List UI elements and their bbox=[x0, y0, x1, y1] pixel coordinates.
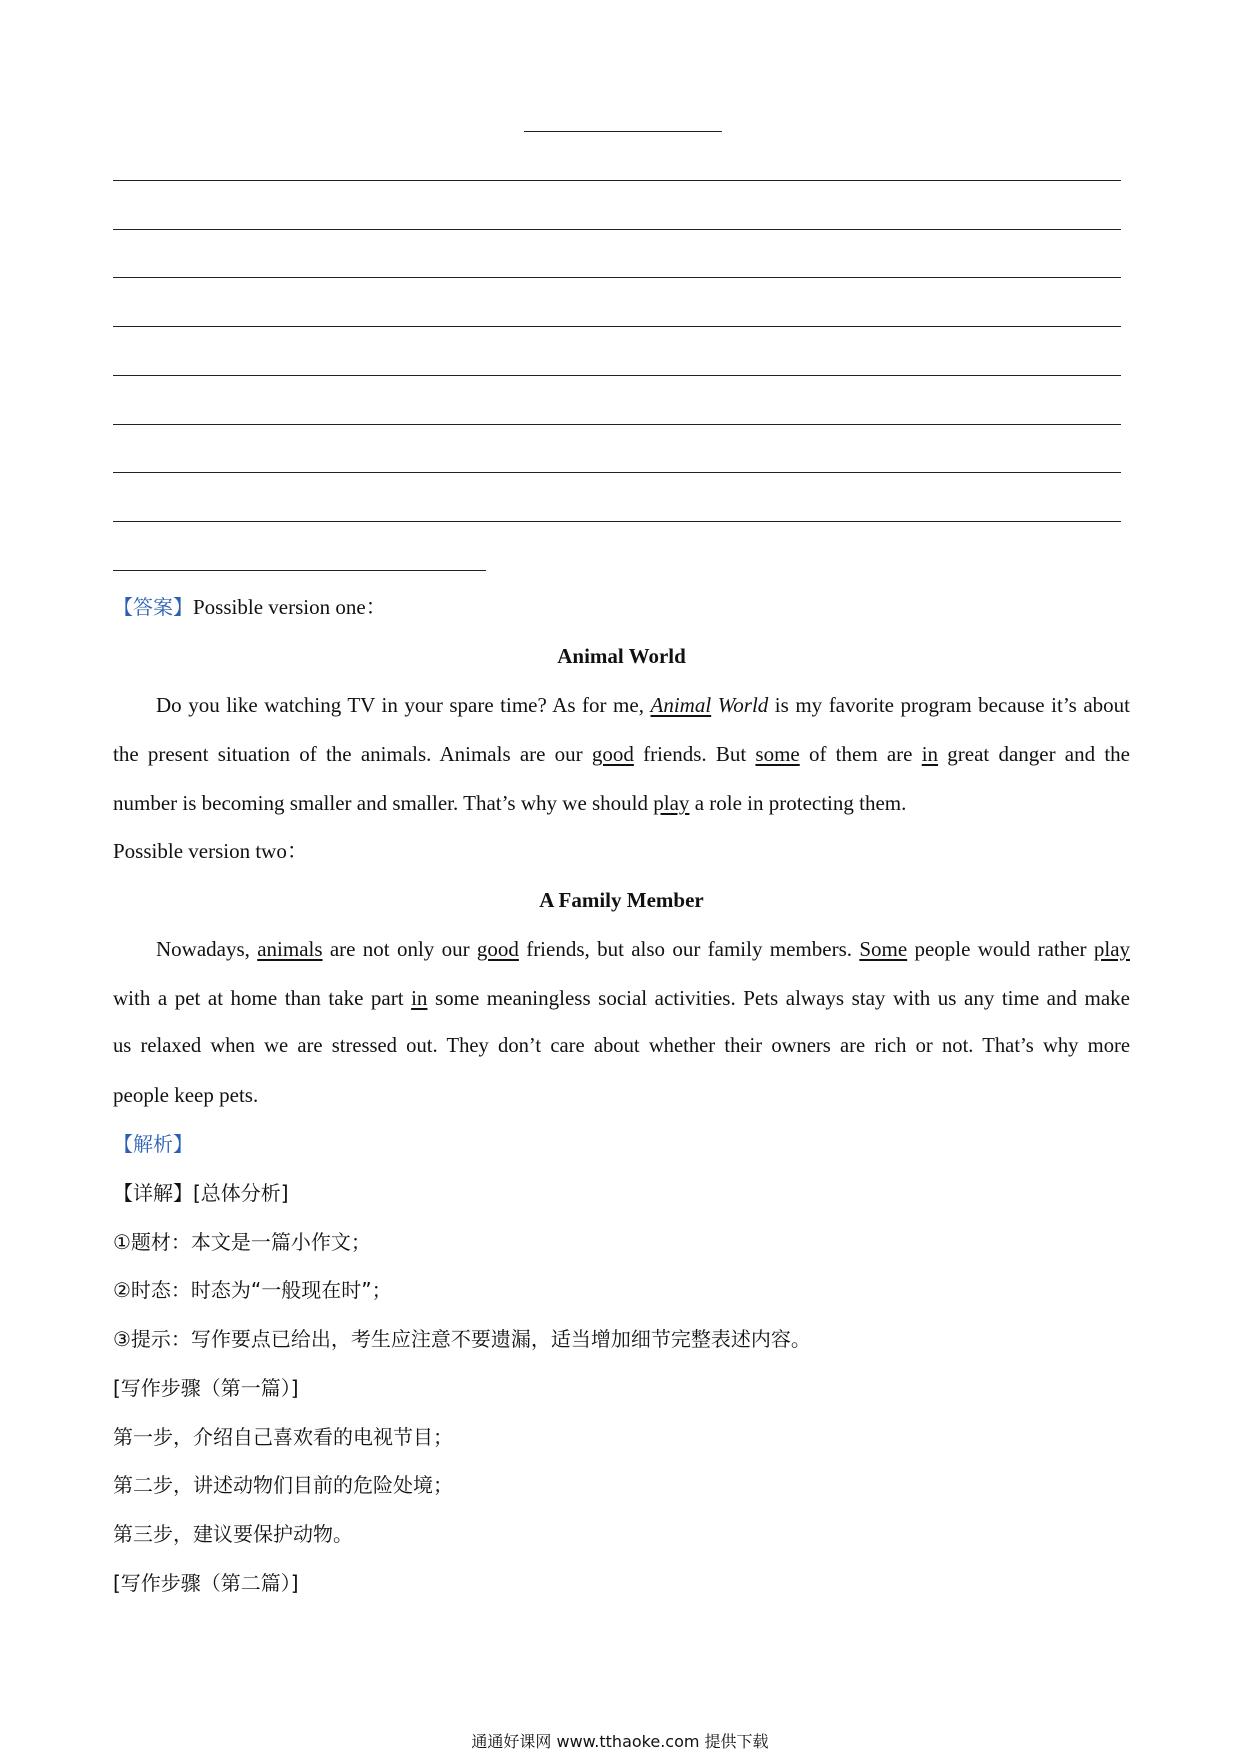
step-1: 第一步，介绍自己喜欢看的电视节目； bbox=[113, 1425, 453, 1449]
text-run: friends. But bbox=[633, 742, 756, 766]
underlined-word: some bbox=[755, 742, 800, 766]
writing-line bbox=[113, 521, 1121, 522]
essay-one-line-3 bbox=[113, 789, 1130, 817]
version-two-label: Possible version two： bbox=[113, 839, 308, 863]
text-run: number is becoming smaller and smaller. That’s why we should bbox=[113, 791, 654, 815]
writing-line bbox=[113, 424, 1121, 425]
essay-two-line-1 bbox=[156, 935, 1130, 963]
essay-two-line-4: people keep pets. bbox=[113, 1083, 259, 1107]
underlined-word: in bbox=[411, 986, 428, 1010]
answer-heading bbox=[113, 593, 1130, 621]
essay-two-line-3: us relaxed when we are stressed out. They don’t care about whether their owners are rich or not. That’s why more bbox=[113, 1035, 1130, 1057]
text-run: some meaningless social activities. Pets always stay with us any time and make bbox=[427, 986, 1131, 1010]
text-run: Do you like watching TV in your spare time? As for me, bbox=[156, 693, 651, 717]
underlined-word: animals bbox=[257, 937, 323, 961]
text-run: a role in protecting them. bbox=[689, 791, 907, 815]
text-run: Nowadays, bbox=[156, 937, 258, 961]
page-footer: 通通好课网 www.tthaoke.com 提供下载 bbox=[471, 1732, 769, 1751]
writing-line bbox=[113, 375, 1121, 376]
text-run: of them are bbox=[799, 742, 922, 766]
essay-one-title: Animal World bbox=[557, 644, 686, 668]
underlined-word: good bbox=[591, 742, 634, 766]
steps-one-heading: [写作步骤（第一篇）] bbox=[113, 1376, 299, 1400]
underlined-word: Some bbox=[859, 937, 908, 961]
underlined-word: play bbox=[653, 791, 690, 815]
analysis-item-1: ①题材：本文是一篇小作文； bbox=[113, 1230, 371, 1254]
detail-tag: 【详解】 bbox=[113, 1181, 193, 1205]
writing-line bbox=[113, 180, 1121, 181]
writing-line-last bbox=[113, 570, 486, 571]
text-run: are not only our bbox=[322, 937, 477, 961]
version-one-label: Possible version one： bbox=[193, 595, 387, 619]
underlined-word: in bbox=[921, 742, 939, 766]
answer-tag: 【答案】 bbox=[113, 595, 193, 619]
text-run: great danger and the bbox=[938, 742, 1130, 766]
writing-line bbox=[113, 472, 1121, 473]
analysis-item-3: ③提示：写作要点已给出，考生应注意不要遗漏，适当增加细节完整表述内容。 bbox=[113, 1327, 811, 1351]
detail-heading bbox=[113, 1179, 1130, 1207]
title-blank-line bbox=[524, 131, 722, 132]
writing-line bbox=[113, 277, 1121, 278]
analysis-item-2: ②时态：时态为“一般现在时”； bbox=[113, 1278, 392, 1302]
detail-head: [总体分析] bbox=[193, 1181, 289, 1205]
underlined-word: Animal bbox=[650, 693, 712, 717]
essay-one-line-1 bbox=[156, 691, 1130, 719]
writing-line bbox=[113, 326, 1121, 327]
analysis-tag: 【解析】 bbox=[113, 1132, 193, 1156]
text-run: with a pet at home than take part bbox=[113, 986, 412, 1010]
writing-line bbox=[113, 229, 1121, 230]
italic-word: World bbox=[717, 693, 769, 717]
step-2: 第二步，讲述动物们目前的危险处境； bbox=[113, 1473, 453, 1497]
essay-one-line-2 bbox=[113, 740, 1130, 768]
underlined-word: good bbox=[476, 937, 519, 961]
text-run: the present situation of the animals. Animals are our bbox=[113, 742, 592, 766]
underlined-word: play bbox=[1093, 937, 1131, 961]
steps-two-heading: [写作步骤（第二篇）] bbox=[113, 1571, 299, 1595]
text-run: people would rather bbox=[907, 937, 1094, 961]
step-3: 第三步，建议要保护动物。 bbox=[113, 1522, 353, 1546]
essay-two-title: A Family Member bbox=[539, 888, 704, 912]
essay-two-line-2 bbox=[113, 984, 1130, 1012]
text-run: friends, but also our family members. bbox=[518, 937, 860, 961]
text-run: is my favorite program because it’s about bbox=[768, 693, 1131, 717]
